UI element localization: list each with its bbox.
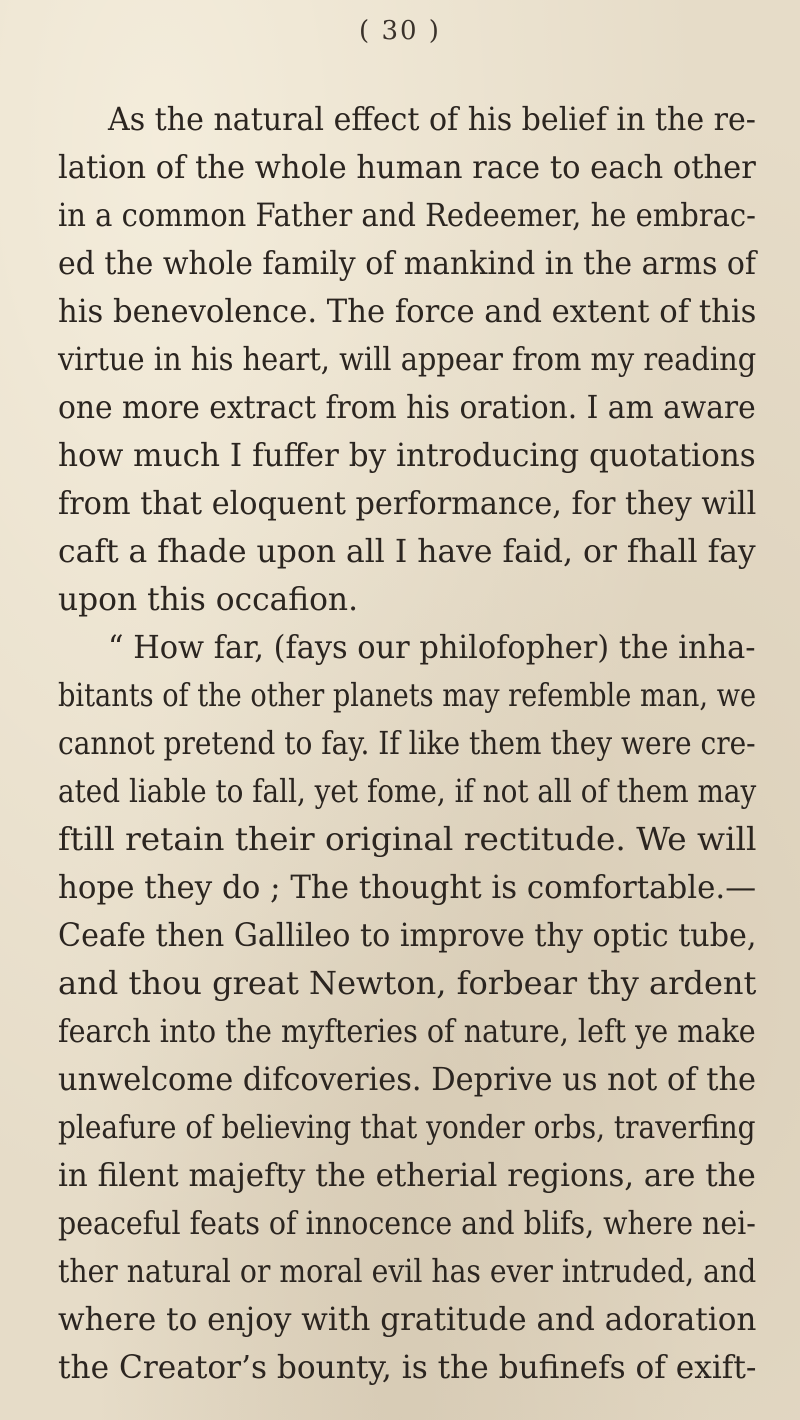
text-line: bitants of the other planets may refemble man, we [58,676,757,714]
text-line: in a common Father and Redeemer, he embrac- [58,196,756,234]
text-line: where to enjoy with gratitude and adoration [58,1300,757,1338]
text-line: Ceafe then Gallileo to improve thy optic tube, [58,916,757,954]
text-line: ed the whole family of mankind in the arms of [58,244,756,282]
text-line: unwelcome difcoveries. Deprive us not of the [58,1060,757,1098]
text-line: from that eloquent performance, for they will [58,484,757,522]
text-line: his benevolence. The force and extent of this [58,292,757,330]
text-line: cannot pretend to fay. If like them they were cre- [58,724,756,762]
text-line: lation of the whole human race to each other [58,148,756,186]
text-line: peaceful feats of innocence and blifs, where nei- [58,1204,756,1242]
text-line: the Creator’s bounty, is the bufinefs of exift- [58,1348,757,1386]
text-line: As the natural effect of his belief in the re- [108,100,756,138]
page-number: ( 30 ) [359,16,441,46]
text-line: ther natural or moral evil has ever intruded, and [58,1252,757,1290]
text-line: in filent majefty the etherial regions, are the [58,1156,756,1194]
text-line: ftill retain their original rectitude. We will [58,820,757,858]
text-line: one more extract from his oration. I am aware [58,388,756,426]
text-line: and thou great Newton, forbear thy ardent [58,964,757,1002]
text-line: fearch into the myfteries of nature, left ye make [58,1012,756,1050]
text-line: “ How far, (fays our philofopher) the inha- [108,628,756,666]
text-line: ated liable to fall, yet fome, if not all of them may [58,772,757,810]
text-line: pleafure of believing that yonder orbs, traverfing [58,1108,756,1146]
text-line: upon this occafion. [58,580,359,618]
text-line: caft a fhade upon all I have faid, or fhall fay [58,532,756,570]
text-line: virtue in his heart, will appear from my reading [58,340,757,378]
text-line: how much I fuffer by introducing quotations [58,436,756,474]
text-line: hope they do ; The thought is comfortable.— [58,868,757,906]
